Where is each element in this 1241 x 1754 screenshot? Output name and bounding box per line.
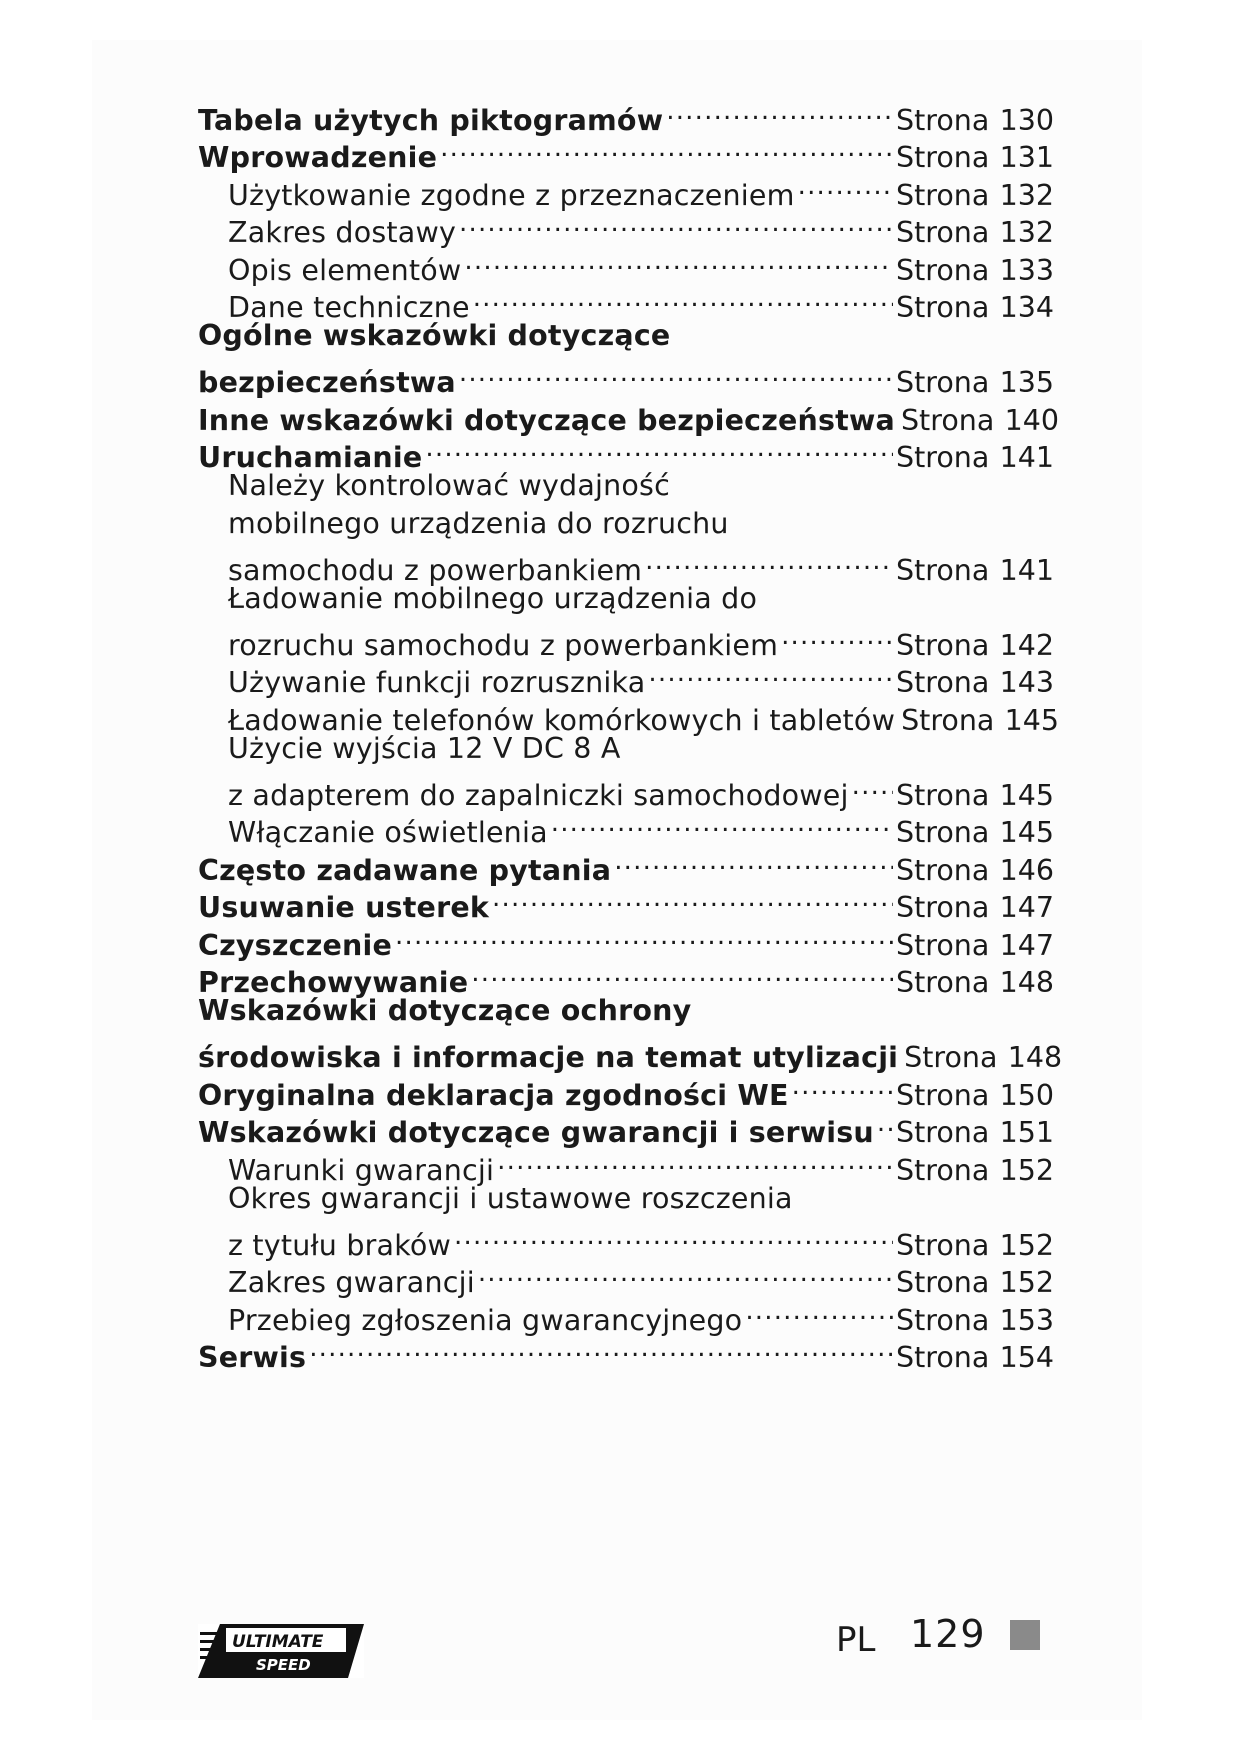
page-word: Strona [896, 291, 990, 324]
dot-leader [459, 355, 893, 393]
dot-leader [471, 955, 893, 993]
toc-entry [198, 92, 1054, 137]
toc-entry [198, 505, 1054, 543]
toc-page-reference [896, 1339, 1054, 1377]
dot-leader [792, 1067, 893, 1105]
toc-entry-title: Użycie wyjścia 12 V DC 8 A [228, 731, 621, 765]
toc-page-number: 145 [1004, 703, 1060, 737]
page-word: Strona [904, 1041, 998, 1074]
toc-entry-title: Ogólne wskazówki dotyczące [198, 319, 671, 352]
toc-page-number: 145 [999, 816, 1054, 849]
page-marker-square [1010, 1620, 1040, 1650]
dot-leader [395, 917, 893, 955]
toc-page-number: 142 [999, 628, 1054, 662]
toc-page-reference [896, 252, 1054, 290]
toc-entry-title: Serwis [198, 1341, 307, 1374]
page-word: Strona [900, 403, 995, 437]
dot-leader [492, 880, 893, 918]
toc-entry [198, 355, 1054, 399]
logo-text-line2: SPEED [256, 1656, 311, 1674]
language-code: PL [836, 1620, 876, 1660]
toc-entry-title: Usuwanie usterek [198, 891, 490, 924]
dot-leader [454, 1217, 893, 1255]
page-word: Strona [896, 891, 990, 924]
toc-entry-title: Wprowadzenie [198, 141, 438, 174]
dot-leader [464, 242, 893, 280]
toc-page-number: 145 [999, 778, 1054, 812]
toc-entry-title: Tabela użytych piktogramów [198, 103, 664, 137]
toc-entry-title: Uruchamianie [198, 441, 423, 474]
toc-page-reference [896, 1152, 1054, 1190]
toc-page-reference [896, 852, 1054, 890]
toc-entry-title: Ładowanie mobilnego urządzenia do [228, 581, 758, 615]
dot-leader [614, 842, 893, 880]
toc-entry-title: Użytkowanie zgodne z przeznaczeniem [228, 178, 795, 212]
toc-page-reference [901, 402, 1059, 440]
toc-page-number: 132 [999, 178, 1054, 212]
toc-page-reference [896, 1227, 1054, 1265]
toc-page-reference [896, 927, 1054, 965]
page-word: Strona [896, 1116, 990, 1149]
dot-leader [478, 1255, 893, 1293]
toc-page-reference [904, 1039, 1062, 1077]
toc-entry-title: Zakres gwarancji [228, 1266, 475, 1299]
toc-page-number: 152 [999, 1266, 1054, 1299]
page-word: Strona [896, 666, 990, 699]
page-word: Strona [896, 366, 990, 399]
dot-leader [459, 205, 893, 243]
toc-entry-title: Zakres dostawy [228, 216, 457, 249]
toc-page-reference [896, 814, 1054, 852]
page-word: Strona [896, 141, 990, 174]
toc-page-reference [896, 664, 1054, 702]
toc-page-number: 148 [999, 966, 1054, 999]
toc-entry-title: Oryginalna deklaracja zgodności WE [198, 1078, 789, 1112]
page-word: Strona [896, 253, 990, 287]
toc-page-reference [896, 177, 1054, 215]
dot-leader [781, 617, 893, 655]
toc-page-reference [896, 102, 1054, 140]
toc-entry-title: Warunki gwarancji [228, 1153, 495, 1187]
toc-page-reference [896, 364, 1054, 402]
toc-entry-title: z adapterem do zapalniczki samochodowej [228, 778, 849, 812]
toc-page-reference [896, 439, 1054, 477]
page-word: Strona [896, 178, 990, 212]
toc-page-reference [901, 702, 1059, 740]
toc-page-reference [896, 214, 1054, 252]
toc-page-reference [896, 1077, 1054, 1115]
dot-leader [877, 1105, 893, 1143]
toc-page-reference [896, 964, 1054, 1002]
logo-text-line1: ULTIMATE [232, 1632, 324, 1652]
toc-page-number: 152 [999, 1153, 1054, 1187]
dot-leader [852, 767, 893, 805]
toc-page-number: 132 [999, 216, 1054, 249]
toc-entry-title: Ładowanie telefonów komórkowych i tabletów [228, 703, 896, 737]
toc-page-reference [896, 552, 1054, 590]
toc-entry-title: Inne wskazówki dotyczące bezpieczeństwa [198, 403, 895, 437]
page-word: Strona [896, 1078, 990, 1112]
toc-page-number: 153 [999, 1303, 1054, 1337]
toc-page-number: 147 [999, 891, 1054, 924]
page-word: Strona [896, 441, 990, 474]
toc-page-number: 133 [999, 253, 1054, 287]
toc-entry-title: Włączanie oświetlenia [228, 816, 548, 849]
toc-entry-title: mobilnego urządzenia do rozruchu [228, 506, 729, 540]
toc-page-number: 148 [1007, 1041, 1063, 1074]
page-word: Strona [896, 778, 990, 812]
dot-leader [551, 805, 893, 843]
toc-page-number: 150 [999, 1078, 1054, 1112]
page-word: Strona [896, 103, 990, 137]
toc-page-reference [896, 1114, 1054, 1152]
toc-entry-title: Wskazówki dotyczące ochrony [198, 994, 692, 1027]
dot-leader [497, 1142, 893, 1180]
page-word: Strona [896, 1266, 990, 1299]
page-word: Strona [896, 1303, 990, 1337]
dot-leader [745, 1292, 893, 1330]
toc-page-number: 135 [999, 366, 1054, 399]
dot-leader [425, 430, 893, 468]
dot-leader [645, 542, 893, 580]
toc-page-reference [896, 889, 1054, 927]
toc-entry-title: Opis elementów [228, 253, 462, 287]
toc-entry [198, 1030, 1063, 1074]
toc-entry-title: rozruchu samochodu z powerbankiem [228, 628, 779, 662]
toc-page-number: 143 [999, 666, 1054, 699]
toc-entry-title: środowiska i informacje na temat utylizacji [198, 1041, 899, 1074]
toc-entry-title: bezpieczeństwa [198, 366, 456, 399]
toc-page-number: 140 [1004, 403, 1059, 437]
toc-entry-title: Przebieg zgłoszenia gwarancyjnego [228, 1303, 743, 1337]
toc-page-reference [896, 627, 1054, 665]
page-word: Strona [896, 1153, 990, 1187]
page-word: Strona [896, 853, 990, 887]
table-of-contents [198, 92, 1063, 1374]
dot-leader [440, 130, 893, 168]
toc-page-number: 147 [999, 928, 1054, 962]
page-word: Strona [896, 816, 990, 849]
toc-page-number: 141 [999, 553, 1054, 587]
toc-page-number: 130 [999, 103, 1054, 137]
toc-page-reference [896, 139, 1054, 177]
toc-entry [198, 617, 1054, 662]
page-word: Strona [896, 966, 990, 999]
ultimate-speed-logo [198, 1624, 364, 1678]
toc-entry-title: Przechowywanie [198, 966, 469, 999]
toc-page-number: 151 [999, 1116, 1054, 1149]
page-word: Strona [896, 553, 990, 587]
dot-leader [648, 655, 893, 693]
toc-page-number: 131 [999, 141, 1054, 174]
toc-entry-title: Czyszczenie [198, 928, 393, 962]
toc-entry-title: Dane techniczne [228, 291, 470, 324]
toc-page-reference [896, 1264, 1054, 1302]
toc-page-number: 154 [999, 1341, 1054, 1374]
toc-entry-title: Okres gwarancji i ustawowe roszczenia [228, 1181, 793, 1215]
toc-entry [198, 767, 1054, 812]
toc-entry-title: samochodu z powerbankiem [228, 553, 643, 587]
toc-page-number: 134 [999, 291, 1054, 324]
toc-page-number: 141 [999, 441, 1054, 474]
toc-entry-title: z tytułu braków [228, 1228, 452, 1262]
toc-page-reference [896, 1302, 1054, 1340]
toc-page-reference [896, 777, 1054, 815]
toc-entry [198, 1217, 1054, 1262]
toc-page-number: 146 [999, 853, 1054, 887]
toc-page-reference [896, 289, 1054, 327]
page-word: Strona [896, 1341, 990, 1374]
toc-entry-title: Należy kontrolować wydajność [228, 469, 670, 502]
toc-entry [198, 542, 1054, 587]
dot-leader [473, 280, 893, 318]
page-word: Strona [896, 928, 990, 962]
page-number: 129 [910, 1612, 986, 1656]
page-word: Strona [896, 628, 990, 662]
toc-entry-title: Wskazówki dotyczące gwarancji i serwisu [198, 1116, 874, 1149]
dot-leader [309, 1330, 893, 1368]
page-word: Strona [896, 216, 990, 249]
toc-page-number: 152 [999, 1228, 1054, 1262]
dot-leader [798, 167, 893, 205]
page-word: Strona [896, 1228, 990, 1262]
dot-leader [666, 92, 893, 130]
toc-entry-title: Często zadawane pytania [198, 853, 612, 887]
toc-entry-title: Używanie funkcji rozrusznika [228, 666, 646, 699]
page-word: Strona [901, 703, 995, 737]
